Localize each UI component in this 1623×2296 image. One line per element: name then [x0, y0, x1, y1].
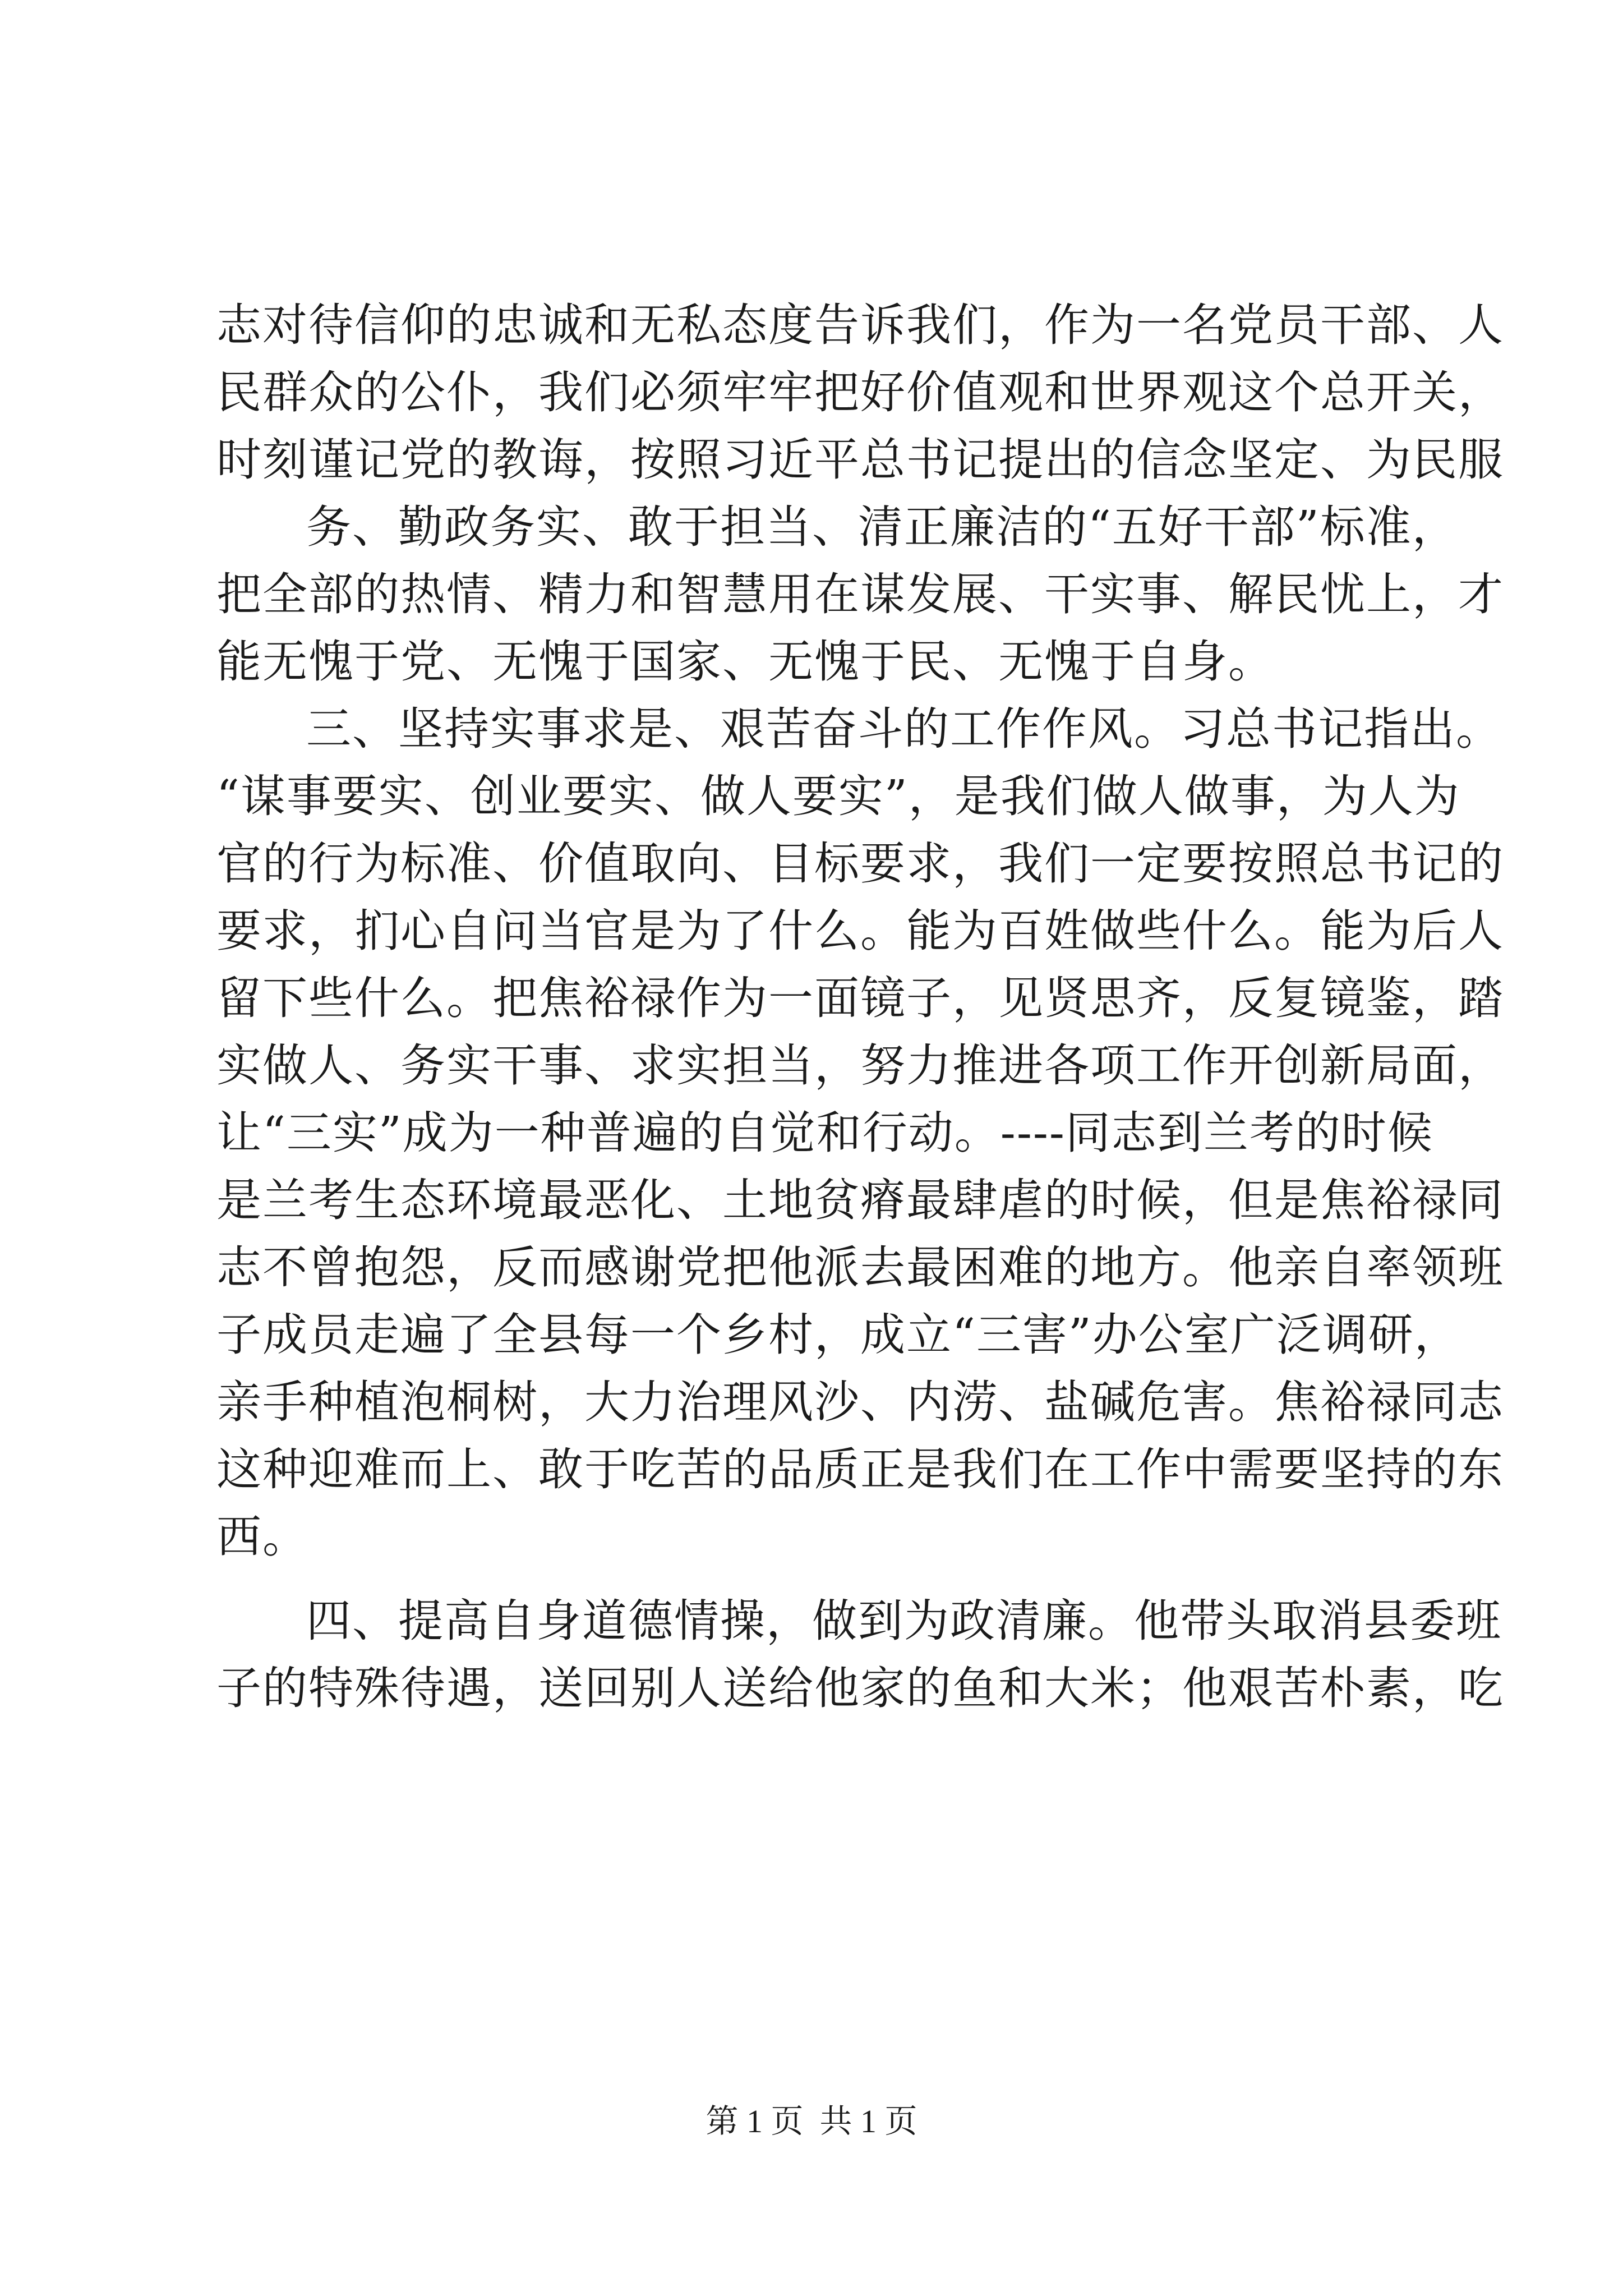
text-line: 子成员走遍了全县每一个乡村，成立“三害”办公室广泛调研，: [216, 1309, 1460, 1361]
paragraph-last-line: 西。: [216, 1511, 308, 1563]
section-heading-line: 四、提高自身道德情操，做到为政清廉。他带头取消县委班: [306, 1595, 1502, 1647]
text-line: 这种迎难而上、敢于吃苦的品质正是我们在工作中需要坚持的东: [216, 1443, 1504, 1496]
text-line: 志不曾抱怨，反而感谢党把他派去最困难的地方。他亲自率领班: [216, 1241, 1504, 1294]
page-footer: [0, 2099, 1623, 2144]
text-line: 志对待信仰的忠诚和无私态度告诉我们，作为一名党员干部、人: [216, 299, 1504, 351]
paragraph-last-line: 能无愧于党、无愧于国家、无愧于民、无愧于自身。: [216, 636, 1274, 688]
text-line: 亲手种植泡桐树，大力治理风沙、内涝、盐碱危害。焦裕禄同志: [216, 1376, 1504, 1428]
text-line: 把全部的热情、精力和智慧用在谋发展、干实事、解民忧上，才: [216, 568, 1504, 620]
text-line: 要求，扪心自问当官是为了什么。能为百姓做些什么。能为后人: [216, 905, 1504, 957]
page-number-label: 第 1 页 共 1 页: [706, 2103, 917, 2139]
text-line: 实做人、务实干事、求实担当，努力推进各项工作开创新局面，: [216, 1039, 1504, 1092]
text-line: 时刻谨记党的教诲，按照习近平总书记提出的信念坚定、为民服: [216, 434, 1504, 486]
text-line: 官的行为标准、价值取向、目标要求，我们一定要按照总书记的: [216, 838, 1504, 890]
text-line: 是兰考生态环境最恶化、土地贫瘠最肆虐的时候，但是焦裕禄同: [216, 1174, 1504, 1226]
text-line: 留下些什么。把焦裕禄作为一面镜子，见贤思齐，反复镜鉴，踏: [216, 972, 1504, 1024]
paragraph-first-line: 务、勤政务实、敢于担当、清正廉洁的“五好干部”标准，: [306, 501, 1458, 553]
text-line: 民群众的公仆，我们必须牢牢把好价值观和世界观这个总开关，: [216, 366, 1504, 418]
text-line: “谋事要实、创业要实、做人要实”，是我们做人做事，为人为: [216, 770, 1460, 822]
text-line: 让“三实”成为一种普遍的自觉和行动。----同志到兰考的时候: [216, 1107, 1433, 1159]
section-heading-line: 三、坚持实事求是、艰苦奋斗的工作作风。习总书记指出。: [306, 703, 1502, 755]
text-line: 子的特殊待遇，送回别人送给他家的鱼和大米；他艰苦朴素，吃: [216, 1662, 1504, 1714]
